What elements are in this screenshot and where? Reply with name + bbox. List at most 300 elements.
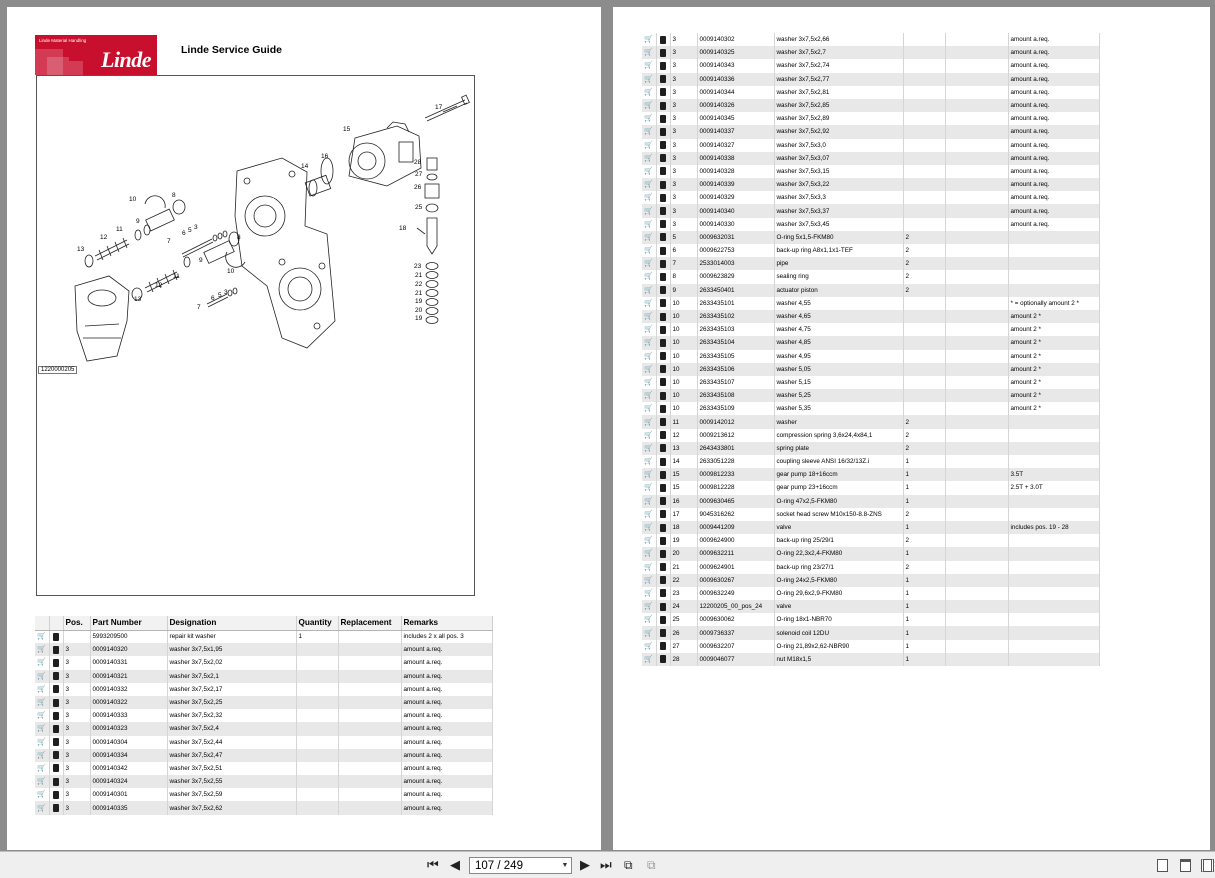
shopping-cart-icon[interactable]: 🛒 xyxy=(644,616,654,624)
shopping-cart-icon[interactable]: 🛒 xyxy=(37,633,47,641)
cell-pos: 27 xyxy=(670,640,697,653)
shopping-cart-icon[interactable]: 🛒 xyxy=(644,88,654,96)
table-row xyxy=(35,736,493,749)
doc-cell xyxy=(656,46,670,59)
cell-designation: washer 5,05 xyxy=(774,363,903,376)
shopping-cart-icon[interactable]: 🛒 xyxy=(644,405,654,413)
cell-remarks: amount a.req. xyxy=(1008,191,1100,204)
document-icon[interactable] xyxy=(660,339,666,347)
shopping-cart-icon[interactable]: 🛒 xyxy=(644,484,654,492)
shopping-cart-icon[interactable]: 🛒 xyxy=(644,365,654,373)
cell-replacement xyxy=(945,139,1008,152)
callout-25: 25 xyxy=(415,204,423,211)
doc-cell xyxy=(656,376,670,389)
document-icon[interactable] xyxy=(660,392,666,400)
cell-designation: washer 3x7,5x3,07 xyxy=(774,152,903,165)
cell-part-number: 2633435109 xyxy=(697,402,774,415)
shopping-cart-icon[interactable]: 🛒 xyxy=(644,154,654,162)
cell-part-number: 0009624900 xyxy=(697,534,774,547)
cart-cell xyxy=(642,521,656,534)
cell-quantity: 1 xyxy=(903,547,945,560)
cell-remarks: amount a.req. xyxy=(401,722,493,735)
cart-cell xyxy=(642,495,656,508)
shopping-cart-icon[interactable]: 🛒 xyxy=(644,194,654,202)
cell-pos: 3 xyxy=(63,775,90,788)
shopping-cart-icon[interactable]: 🛒 xyxy=(37,738,47,746)
shopping-cart-icon[interactable]: 🛒 xyxy=(37,659,47,667)
document-icon[interactable] xyxy=(53,633,59,641)
cart-cell xyxy=(642,481,656,494)
document-icon[interactable] xyxy=(660,497,666,505)
first-page-button[interactable]: ⏮ xyxy=(427,857,439,872)
cell-pos: 3 xyxy=(670,191,697,204)
cell-part-number: 0009623829 xyxy=(697,270,774,283)
document-icon[interactable] xyxy=(660,260,666,268)
document-icon[interactable] xyxy=(53,791,59,799)
doc-cell xyxy=(656,640,670,653)
cart-cell xyxy=(642,73,656,86)
shopping-cart-icon[interactable]: 🛒 xyxy=(644,207,654,215)
shopping-cart-icon[interactable]: 🛒 xyxy=(644,36,654,44)
cell-part-number: 2633435107 xyxy=(697,376,774,389)
table-row xyxy=(642,640,1100,653)
shopping-cart-icon[interactable]: 🛒 xyxy=(37,646,47,654)
last-page-button[interactable]: ⏭ xyxy=(600,857,612,872)
cart-cell xyxy=(35,656,49,669)
doc-cell xyxy=(656,244,670,257)
shopping-cart-icon[interactable]: 🛒 xyxy=(644,128,654,136)
cell-replacement xyxy=(945,442,1008,455)
cell-pos: 7 xyxy=(670,257,697,270)
document-icon[interactable] xyxy=(660,233,666,241)
cell-replacement xyxy=(945,415,1008,428)
cell-replacement xyxy=(338,736,401,749)
fit-page-icon[interactable]: ⧉ xyxy=(647,858,656,872)
document-icon[interactable] xyxy=(660,642,666,650)
shopping-cart-icon[interactable]: 🛒 xyxy=(644,642,654,650)
table-row xyxy=(642,547,1100,560)
cart-cell xyxy=(642,323,656,336)
cell-remarks xyxy=(1008,626,1100,639)
cell-designation: O-ring 22,3x2,4-FKM80 xyxy=(774,547,903,560)
callout-28: 28 xyxy=(414,159,422,166)
cell-pos: 10 xyxy=(670,363,697,376)
callout-9-lower: 9 xyxy=(199,257,203,264)
cart-cell xyxy=(642,178,656,191)
cell-quantity: 2 xyxy=(903,442,945,455)
shopping-cart-icon[interactable]: 🛒 xyxy=(644,260,654,268)
shopping-cart-icon[interactable]: 🛒 xyxy=(37,725,47,733)
cell-pos: 25 xyxy=(670,613,697,626)
cell-replacement xyxy=(945,653,1008,666)
document-icon[interactable] xyxy=(660,378,666,386)
cell-quantity xyxy=(903,73,945,86)
cell-pos: 3 xyxy=(63,722,90,735)
doc-cell xyxy=(656,310,670,323)
cell-designation: washer 3x7,5x2,74 xyxy=(774,59,903,72)
doc-cell xyxy=(656,415,670,428)
cell-part-number: 0009140325 xyxy=(697,46,774,59)
document-icon[interactable] xyxy=(660,128,666,136)
header-pos: Pos. xyxy=(63,616,90,630)
cart-cell xyxy=(642,86,656,99)
document-icon[interactable] xyxy=(53,712,59,720)
cell-designation: actuator piston xyxy=(774,284,903,297)
table-row xyxy=(642,178,1100,191)
cell-pos: 10 xyxy=(670,310,697,323)
doc-cell xyxy=(656,231,670,244)
shopping-cart-icon[interactable]: 🛒 xyxy=(644,313,654,321)
shopping-cart-icon[interactable]: 🛒 xyxy=(644,326,654,334)
cart-cell xyxy=(642,59,656,72)
document-icon[interactable] xyxy=(660,405,666,413)
shopping-cart-icon[interactable]: 🛒 xyxy=(644,655,654,663)
next-page-button[interactable]: ▶ xyxy=(580,857,590,872)
cell-quantity: 1 xyxy=(903,600,945,613)
document-icon[interactable] xyxy=(660,550,666,558)
cell-replacement xyxy=(945,350,1008,363)
shopping-cart-icon[interactable]: 🛒 xyxy=(37,751,47,759)
cell-remarks xyxy=(1008,508,1100,521)
document-icon[interactable] xyxy=(660,484,666,492)
cart-cell xyxy=(35,630,49,643)
shopping-cart-icon[interactable]: 🛒 xyxy=(644,352,654,360)
shopping-cart-icon[interactable]: 🛒 xyxy=(644,102,654,110)
document-icon[interactable] xyxy=(660,75,666,83)
shopping-cart-icon[interactable]: 🛒 xyxy=(644,286,654,294)
table-row xyxy=(642,389,1100,402)
doc-cell xyxy=(49,775,63,788)
shopping-cart-icon[interactable]: 🛒 xyxy=(37,685,47,693)
shopping-cart-icon[interactable]: 🛒 xyxy=(644,458,654,466)
cell-quantity xyxy=(903,204,945,217)
document-icon[interactable] xyxy=(53,699,59,707)
document-icon[interactable] xyxy=(660,299,666,307)
shopping-cart-icon[interactable]: 🛒 xyxy=(644,431,654,439)
shopping-cart-icon[interactable]: 🛒 xyxy=(37,778,47,786)
document-icon[interactable] xyxy=(53,672,59,680)
shopping-cart-icon[interactable]: 🛒 xyxy=(644,141,654,149)
header-cart-col xyxy=(35,616,49,630)
shopping-cart-icon[interactable]: 🛒 xyxy=(644,563,654,571)
document-icon[interactable] xyxy=(660,537,666,545)
doc-cell xyxy=(656,257,670,270)
callout-3-upper: 3 xyxy=(194,224,198,231)
callout-6-lower: 6 xyxy=(211,295,215,302)
cart-cell xyxy=(35,670,49,683)
cell-replacement xyxy=(945,495,1008,508)
document-icon[interactable] xyxy=(660,220,666,228)
document-icon[interactable] xyxy=(660,444,666,452)
cell-remarks: amount a.req. xyxy=(401,736,493,749)
document-icon[interactable] xyxy=(660,458,666,466)
cell-quantity: 2 xyxy=(903,257,945,270)
cart-cell xyxy=(642,402,656,415)
cell-quantity: 2 xyxy=(903,284,945,297)
doc-cell xyxy=(656,73,670,86)
cell-part-number: 2533014003 xyxy=(697,257,774,270)
cell-remarks: amount a.req. xyxy=(401,749,493,762)
document-icon[interactable] xyxy=(660,194,666,202)
cell-pos: 3 xyxy=(63,709,90,722)
cell-pos: 3 xyxy=(63,643,90,656)
cell-designation: washer 3x7,5x2,4 xyxy=(167,722,296,735)
cell-part-number: 12200205_00_pos_24 xyxy=(697,600,774,613)
table-row xyxy=(642,468,1100,481)
doc-cell xyxy=(49,736,63,749)
cell-quantity xyxy=(296,696,338,709)
rotate-view-icon[interactable]: ⧉ xyxy=(624,858,633,872)
cell-remarks: amount a.req. xyxy=(1008,125,1100,138)
cell-quantity xyxy=(296,788,338,801)
shopping-cart-icon[interactable]: 🛒 xyxy=(644,247,654,255)
table-row xyxy=(642,59,1100,72)
document-icon[interactable] xyxy=(53,738,59,746)
document-icon[interactable] xyxy=(660,181,666,189)
shopping-cart-icon[interactable]: 🛒 xyxy=(644,339,654,347)
document-icon[interactable] xyxy=(53,778,59,786)
shopping-cart-icon[interactable]: 🛒 xyxy=(644,589,654,597)
cell-pos: 3 xyxy=(670,125,697,138)
page-number-select[interactable] xyxy=(469,857,572,874)
document-icon[interactable] xyxy=(660,576,666,584)
cell-designation: washer 3x7,5x2,32 xyxy=(167,709,296,722)
cell-designation: washer xyxy=(774,415,903,428)
document-icon[interactable] xyxy=(660,49,666,57)
cell-part-number: 0009632211 xyxy=(697,547,774,560)
shopping-cart-icon[interactable]: 🛒 xyxy=(644,576,654,584)
cell-remarks: amount a.req. xyxy=(401,683,493,696)
document-icon[interactable] xyxy=(660,629,666,637)
cell-replacement xyxy=(945,297,1008,310)
cell-part-number: 0009630062 xyxy=(697,613,774,626)
document-icon[interactable] xyxy=(660,510,666,518)
cell-quantity xyxy=(903,336,945,349)
table-row xyxy=(642,442,1100,455)
document-icon[interactable] xyxy=(660,286,666,294)
cell-quantity xyxy=(296,749,338,762)
document-icon[interactable] xyxy=(660,141,666,149)
doc-cell xyxy=(49,788,63,801)
continuous-view-icon[interactable] xyxy=(1180,859,1191,872)
cell-part-number: 0009140331 xyxy=(90,656,167,669)
doc-cell xyxy=(656,350,670,363)
document-icon[interactable] xyxy=(660,273,666,281)
cell-replacement xyxy=(945,481,1008,494)
shopping-cart-icon[interactable]: 🛒 xyxy=(644,299,654,307)
shopping-cart-icon[interactable]: 🛒 xyxy=(644,418,654,426)
shopping-cart-icon[interactable]: 🛒 xyxy=(644,49,654,57)
cell-replacement xyxy=(945,376,1008,389)
cart-cell xyxy=(642,165,656,178)
cell-pos: 3 xyxy=(670,152,697,165)
document-icon[interactable] xyxy=(660,524,666,532)
figure-id-label: 1220000205 xyxy=(38,366,77,374)
shopping-cart-icon[interactable]: 🛒 xyxy=(644,629,654,637)
doc-cell xyxy=(656,178,670,191)
callout-12-upper: 12 xyxy=(100,234,108,241)
shopping-cart-icon[interactable]: 🛒 xyxy=(644,510,654,518)
shopping-cart-icon[interactable]: 🛒 xyxy=(644,167,654,175)
doc-cell xyxy=(656,626,670,639)
cell-part-number: 0009140332 xyxy=(90,683,167,696)
cell-quantity xyxy=(296,683,338,696)
cart-cell xyxy=(35,775,49,788)
document-icon[interactable] xyxy=(53,685,59,693)
shopping-cart-icon[interactable]: 🛒 xyxy=(644,537,654,545)
doc-cell xyxy=(656,521,670,534)
document-icon[interactable] xyxy=(660,326,666,334)
doc-cell xyxy=(49,630,63,643)
table-row xyxy=(642,46,1100,59)
shopping-cart-icon[interactable]: 🛒 xyxy=(644,524,654,532)
doc-cell xyxy=(49,722,63,735)
cell-remarks: amount a.req. xyxy=(1008,46,1100,59)
cell-replacement xyxy=(945,336,1008,349)
cell-part-number: 0009140330 xyxy=(697,218,774,231)
table-row xyxy=(642,613,1100,626)
document-icon[interactable] xyxy=(660,115,666,123)
document-page-left xyxy=(7,7,601,850)
cell-remarks: amount 2 * xyxy=(1008,376,1100,389)
document-icon[interactable] xyxy=(660,102,666,110)
cell-designation: O-ring 24x2,5-FKM80 xyxy=(774,574,903,587)
document-icon[interactable] xyxy=(660,352,666,360)
two-page-view-icon[interactable] xyxy=(1201,859,1214,872)
shopping-cart-icon[interactable]: 🛒 xyxy=(644,444,654,452)
cell-replacement xyxy=(338,722,401,735)
shopping-cart-icon[interactable]: 🛒 xyxy=(644,233,654,241)
cell-remarks xyxy=(1008,613,1100,626)
shopping-cart-icon[interactable]: 🛒 xyxy=(644,273,654,281)
document-icon[interactable] xyxy=(660,418,666,426)
cell-quantity xyxy=(296,722,338,735)
shopping-cart-icon[interactable]: 🛒 xyxy=(37,699,47,707)
cart-cell xyxy=(35,722,49,735)
document-icon[interactable] xyxy=(660,589,666,597)
cell-pos: 18 xyxy=(670,521,697,534)
document-icon[interactable] xyxy=(660,431,666,439)
shopping-cart-icon[interactable]: 🛒 xyxy=(644,392,654,400)
doc-cell xyxy=(49,683,63,696)
cart-cell xyxy=(35,643,49,656)
cart-cell xyxy=(642,534,656,547)
cell-remarks: amount a.req. xyxy=(401,775,493,788)
shopping-cart-icon[interactable]: 🛒 xyxy=(37,791,47,799)
cell-pos: 3 xyxy=(63,696,90,709)
document-icon[interactable] xyxy=(53,764,59,772)
cell-replacement xyxy=(945,99,1008,112)
document-icon[interactable] xyxy=(660,88,666,96)
shopping-cart-icon[interactable]: 🛒 xyxy=(644,181,654,189)
document-icon[interactable] xyxy=(53,725,59,733)
cell-designation: pipe xyxy=(774,257,903,270)
document-icon[interactable] xyxy=(53,659,59,667)
cell-quantity xyxy=(903,402,945,415)
cell-pos: 17 xyxy=(670,508,697,521)
cell-quantity xyxy=(903,139,945,152)
cell-part-number: 2633435102 xyxy=(697,310,774,323)
cell-part-number: 0009140304 xyxy=(90,736,167,749)
shopping-cart-icon[interactable]: 🛒 xyxy=(37,672,47,680)
previous-page-button[interactable]: ◀ xyxy=(450,857,460,872)
cell-designation: washer 5,35 xyxy=(774,402,903,415)
cell-replacement xyxy=(338,775,401,788)
cart-cell xyxy=(642,455,656,468)
single-page-view-icon[interactable] xyxy=(1157,859,1168,872)
exploded-view-drawing xyxy=(36,75,475,596)
shopping-cart-icon[interactable]: 🛒 xyxy=(37,804,47,812)
doc-cell xyxy=(49,643,63,656)
shopping-cart-icon[interactable]: 🛒 xyxy=(644,62,654,70)
cell-part-number: 2633435103 xyxy=(697,323,774,336)
cell-part-number: 0009140302 xyxy=(697,33,774,46)
shopping-cart-icon[interactable]: 🛒 xyxy=(37,712,47,720)
shopping-cart-icon[interactable]: 🛒 xyxy=(644,603,654,611)
document-icon[interactable] xyxy=(660,655,666,663)
document-icon[interactable] xyxy=(660,563,666,571)
shopping-cart-icon[interactable]: 🛒 xyxy=(644,75,654,83)
document-icon[interactable] xyxy=(660,603,666,611)
cell-designation: washer 4,85 xyxy=(774,336,903,349)
document-icon[interactable] xyxy=(660,167,666,175)
document-icon[interactable] xyxy=(53,646,59,654)
cell-part-number: 0009812233 xyxy=(697,468,774,481)
document-icon[interactable] xyxy=(660,365,666,373)
document-icon[interactable] xyxy=(53,804,59,812)
cell-replacement xyxy=(338,749,401,762)
table-row xyxy=(642,310,1100,323)
cell-remarks xyxy=(1008,587,1100,600)
cell-quantity: 1 xyxy=(903,521,945,534)
shopping-cart-icon[interactable]: 🛒 xyxy=(644,115,654,123)
cell-designation: washer 3x7,5x2,17 xyxy=(167,683,296,696)
cell-pos: 3 xyxy=(670,139,697,152)
shopping-cart-icon[interactable]: 🛒 xyxy=(644,378,654,386)
shopping-cart-icon[interactable]: 🛒 xyxy=(644,220,654,228)
header-quantity: Quantity xyxy=(296,616,338,630)
document-icon[interactable] xyxy=(660,313,666,321)
shopping-cart-icon[interactable]: 🛒 xyxy=(644,497,654,505)
viewer-toolbar xyxy=(0,851,1215,878)
doc-cell xyxy=(49,670,63,683)
document-icon[interactable] xyxy=(660,247,666,255)
document-icon[interactable] xyxy=(53,751,59,759)
shopping-cart-icon[interactable]: 🛒 xyxy=(644,471,654,479)
document-icon[interactable] xyxy=(660,62,666,70)
cell-remarks: amount a.req. xyxy=(1008,86,1100,99)
table-row xyxy=(642,284,1100,297)
shopping-cart-icon[interactable]: 🛒 xyxy=(37,764,47,772)
document-icon[interactable] xyxy=(660,154,666,162)
cell-replacement xyxy=(945,191,1008,204)
cell-pos: 28 xyxy=(670,653,697,666)
cell-remarks: * = optionally amount 2 * xyxy=(1008,297,1100,310)
document-icon[interactable] xyxy=(660,616,666,624)
cell-part-number: 0009632207 xyxy=(697,640,774,653)
parts-table-right-body xyxy=(642,33,1100,666)
table-header-row xyxy=(35,616,493,630)
cart-cell xyxy=(642,363,656,376)
cell-designation: washer 3x7,5x3,22 xyxy=(774,178,903,191)
callout-15: 15 xyxy=(343,126,351,133)
document-icon[interactable] xyxy=(660,36,666,44)
cell-remarks: amount a.req. xyxy=(1008,204,1100,217)
cart-cell xyxy=(642,231,656,244)
document-icon[interactable] xyxy=(660,471,666,479)
shopping-cart-icon[interactable]: 🛒 xyxy=(644,550,654,558)
document-icon[interactable] xyxy=(660,207,666,215)
